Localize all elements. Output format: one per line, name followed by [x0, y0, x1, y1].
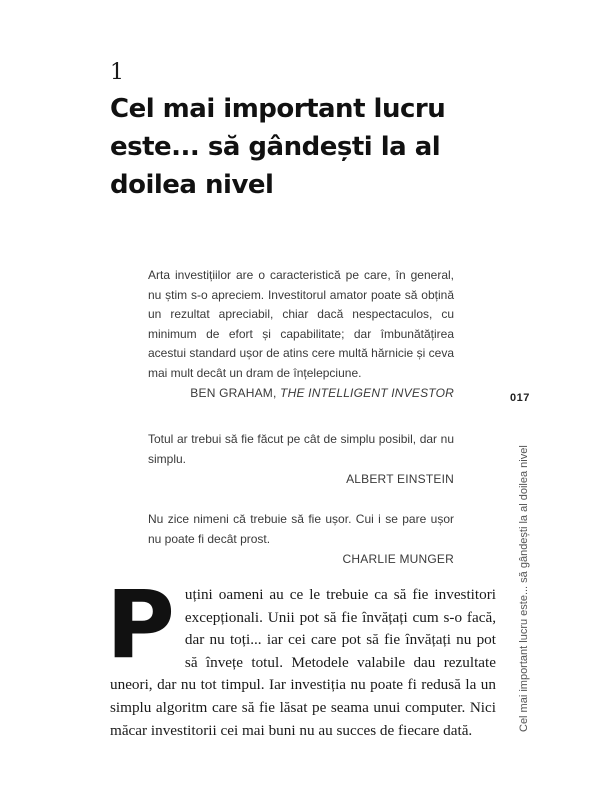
chapter-number: 1: [110, 60, 124, 85]
epigraph-text: Nu zice nimeni că trebuie să fie ușor. Cui i se pare ușor nu poate fi decât prost.: [148, 512, 454, 546]
epigraph-attribution: [148, 470, 454, 490]
epigraph-attribution: [148, 384, 454, 404]
epigraph-text: Arta investițiilor are o caracteristică pe care, în general, nu știm s-o apreciem. Investitorul amator poate să obțină un rezultat apreciabil, chiar dacă nespectaculos, cu minimum de efort și capabilitate; dar îmbunătățirea acestui standard ușor de atins cere multă hărnicie și ceva mai mult decât un dram de înțelepciune.: [148, 268, 454, 380]
body-text: uțini oameni au ce le trebuie ca să fie investitori excepționali. Unii pot să fie învățați cum s-o facă, dar nu toți... iar cei care pot să fie învățați nu pot să învețe totul. Metodele valabile dau rezultate uneori, dar nu tot timpul. Iar investiția nu poate fi redusă la un simplu algoritm care să fie lăsat pe seama unui computer. Nici măcar investitorii cei mai buni nu au succes de fiecare dată.: [110, 586, 496, 739]
epigraph-attribution: [148, 550, 454, 570]
epigraph-author: ALBERT EINSTEIN: [346, 472, 454, 486]
epigraph-text: Totul ar trebui să fie făcut pe cât de simplu posibil, dar nu simplu.: [148, 432, 454, 466]
drop-cap: P: [106, 571, 175, 680]
epigraph-work: THE INTELLIGENT INVESTOR: [280, 386, 454, 400]
running-head: Cel mai important lucru este... să gândești la al doilea nivel: [518, 445, 530, 732]
page-number: 017: [510, 392, 530, 404]
chapter-title: Cel mai important lucru este... să gândești la al doilea nivel: [110, 94, 446, 200]
epigraph-author: BEN GRAHAM,: [190, 386, 281, 400]
body-paragraph: [106, 571, 496, 742]
epigraph-author: CHARLIE MUNGER: [342, 552, 454, 566]
epigraph-einstein: [148, 430, 454, 490]
epigraph-munger: [148, 510, 454, 570]
epigraph-graham: [148, 266, 454, 404]
